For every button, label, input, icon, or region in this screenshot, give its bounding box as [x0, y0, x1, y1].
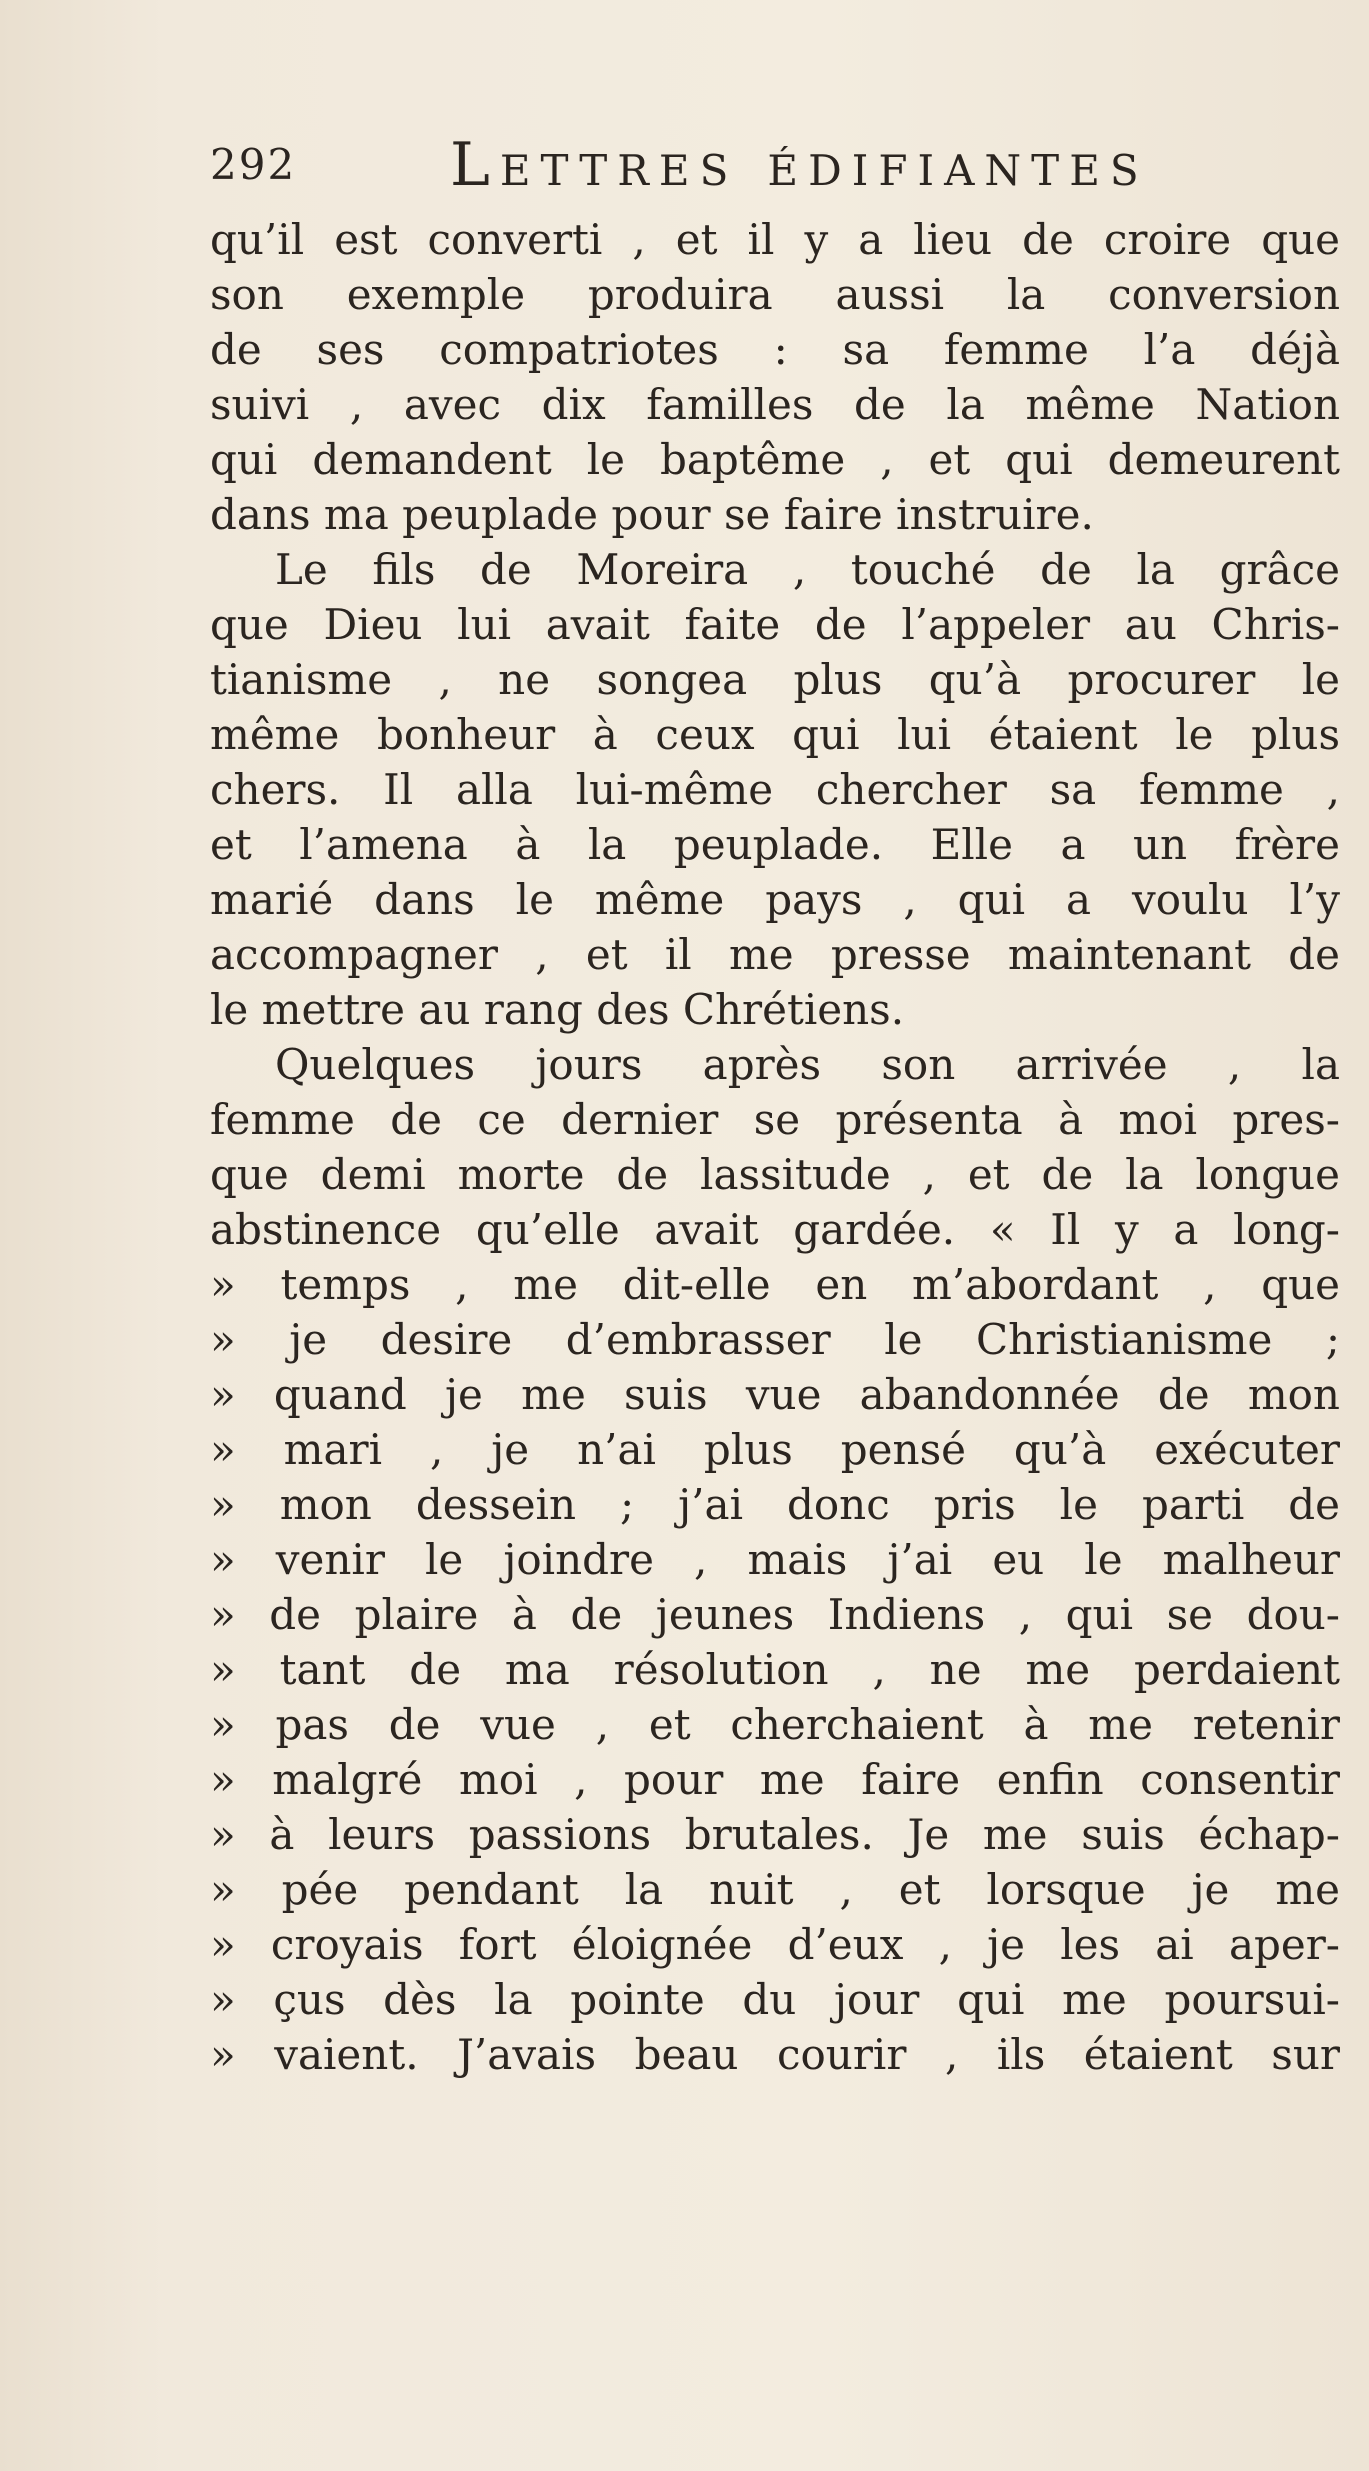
text-line: marié dans le même pays , qui a voulu l’y [210, 875, 1340, 924]
text-line: dans ma peuplade pour se faire instruire. [210, 490, 1094, 539]
page-number: 292 [210, 140, 297, 189]
text-line: chers. Il alla lui-même chercher sa femme , [210, 765, 1340, 814]
text-line: abstinence qu’elle avait gardée. « Il y a long- [210, 1205, 1340, 1254]
running-title: Lettres édifiantes [450, 130, 1149, 200]
text-line: suivi , avec dix familles de la même Nation [210, 380, 1340, 429]
text-line: » vaient. J’avais beau courir , ils étaient sur [210, 2030, 1340, 2079]
text-line: » malgré moi , pour me faire enfin consentir [210, 1755, 1340, 1804]
text-line: accompagner , et il me presse maintenant de [210, 930, 1340, 979]
text-line: » croyais fort éloignée d’eux , je les ai aper- [210, 1920, 1340, 1969]
text-line: et l’amena à la peuplade. Elle a un frère [210, 820, 1340, 869]
text-line: » quand je me suis vue abandonnée de mon [210, 1370, 1340, 1419]
text-line: qu’il est converti , et il y a lieu de croire que [210, 215, 1340, 264]
text-line: qui demandent le baptême , et qui demeurent [210, 435, 1340, 484]
text-line: que Dieu lui avait faite de l’appeler au Chris- [210, 600, 1340, 649]
text-line: » mon dessein ; j’ai donc pris le parti de [210, 1480, 1340, 1529]
text-line: » temps , me dit-elle en m’abordant , que [210, 1260, 1340, 1309]
text-line: Quelques jours après son arrivée , la [275, 1040, 1340, 1089]
text-line: » mari , je n’ai plus pensé qu’à exécuter [210, 1425, 1340, 1474]
text-line: » tant de ma résolution , ne me perdaient [210, 1645, 1340, 1694]
text-line: » venir le joindre , mais j’ai eu le malheur [210, 1535, 1340, 1584]
text-line: de ses compatriotes : sa femme l’a déjà [210, 325, 1340, 374]
text-line: son exemple produira aussi la conversion [210, 270, 1340, 319]
text-line: femme de ce dernier se présenta à moi pres- [210, 1095, 1340, 1144]
text-line: » je desire d’embrasser le Christianisme ; [210, 1315, 1340, 1364]
text-line: le mettre au rang des Chrétiens. [210, 985, 905, 1034]
text-line: que demi morte de lassitude , et de la longue [210, 1150, 1340, 1199]
text-line: Le fils de Moreira , touché de la grâce [275, 545, 1340, 594]
text-line: » de plaire à de jeunes Indiens , qui se dou- [210, 1590, 1340, 1639]
body-text [210, 212, 1340, 2082]
page-header [210, 130, 1210, 210]
text-line: » à leurs passions brutales. Je me suis échap- [210, 1810, 1340, 1859]
text-line: tianisme , ne songea plus qu’à procurer le [210, 655, 1340, 704]
text-line: » pée pendant la nuit , et lorsque je me [210, 1865, 1340, 1914]
text-line: » çus dès la pointe du jour qui me poursui- [210, 1975, 1340, 2024]
text-line: même bonheur à ceux qui lui étaient le plus [210, 710, 1340, 759]
text-line: » pas de vue , et cherchaient à me retenir [210, 1700, 1340, 1749]
